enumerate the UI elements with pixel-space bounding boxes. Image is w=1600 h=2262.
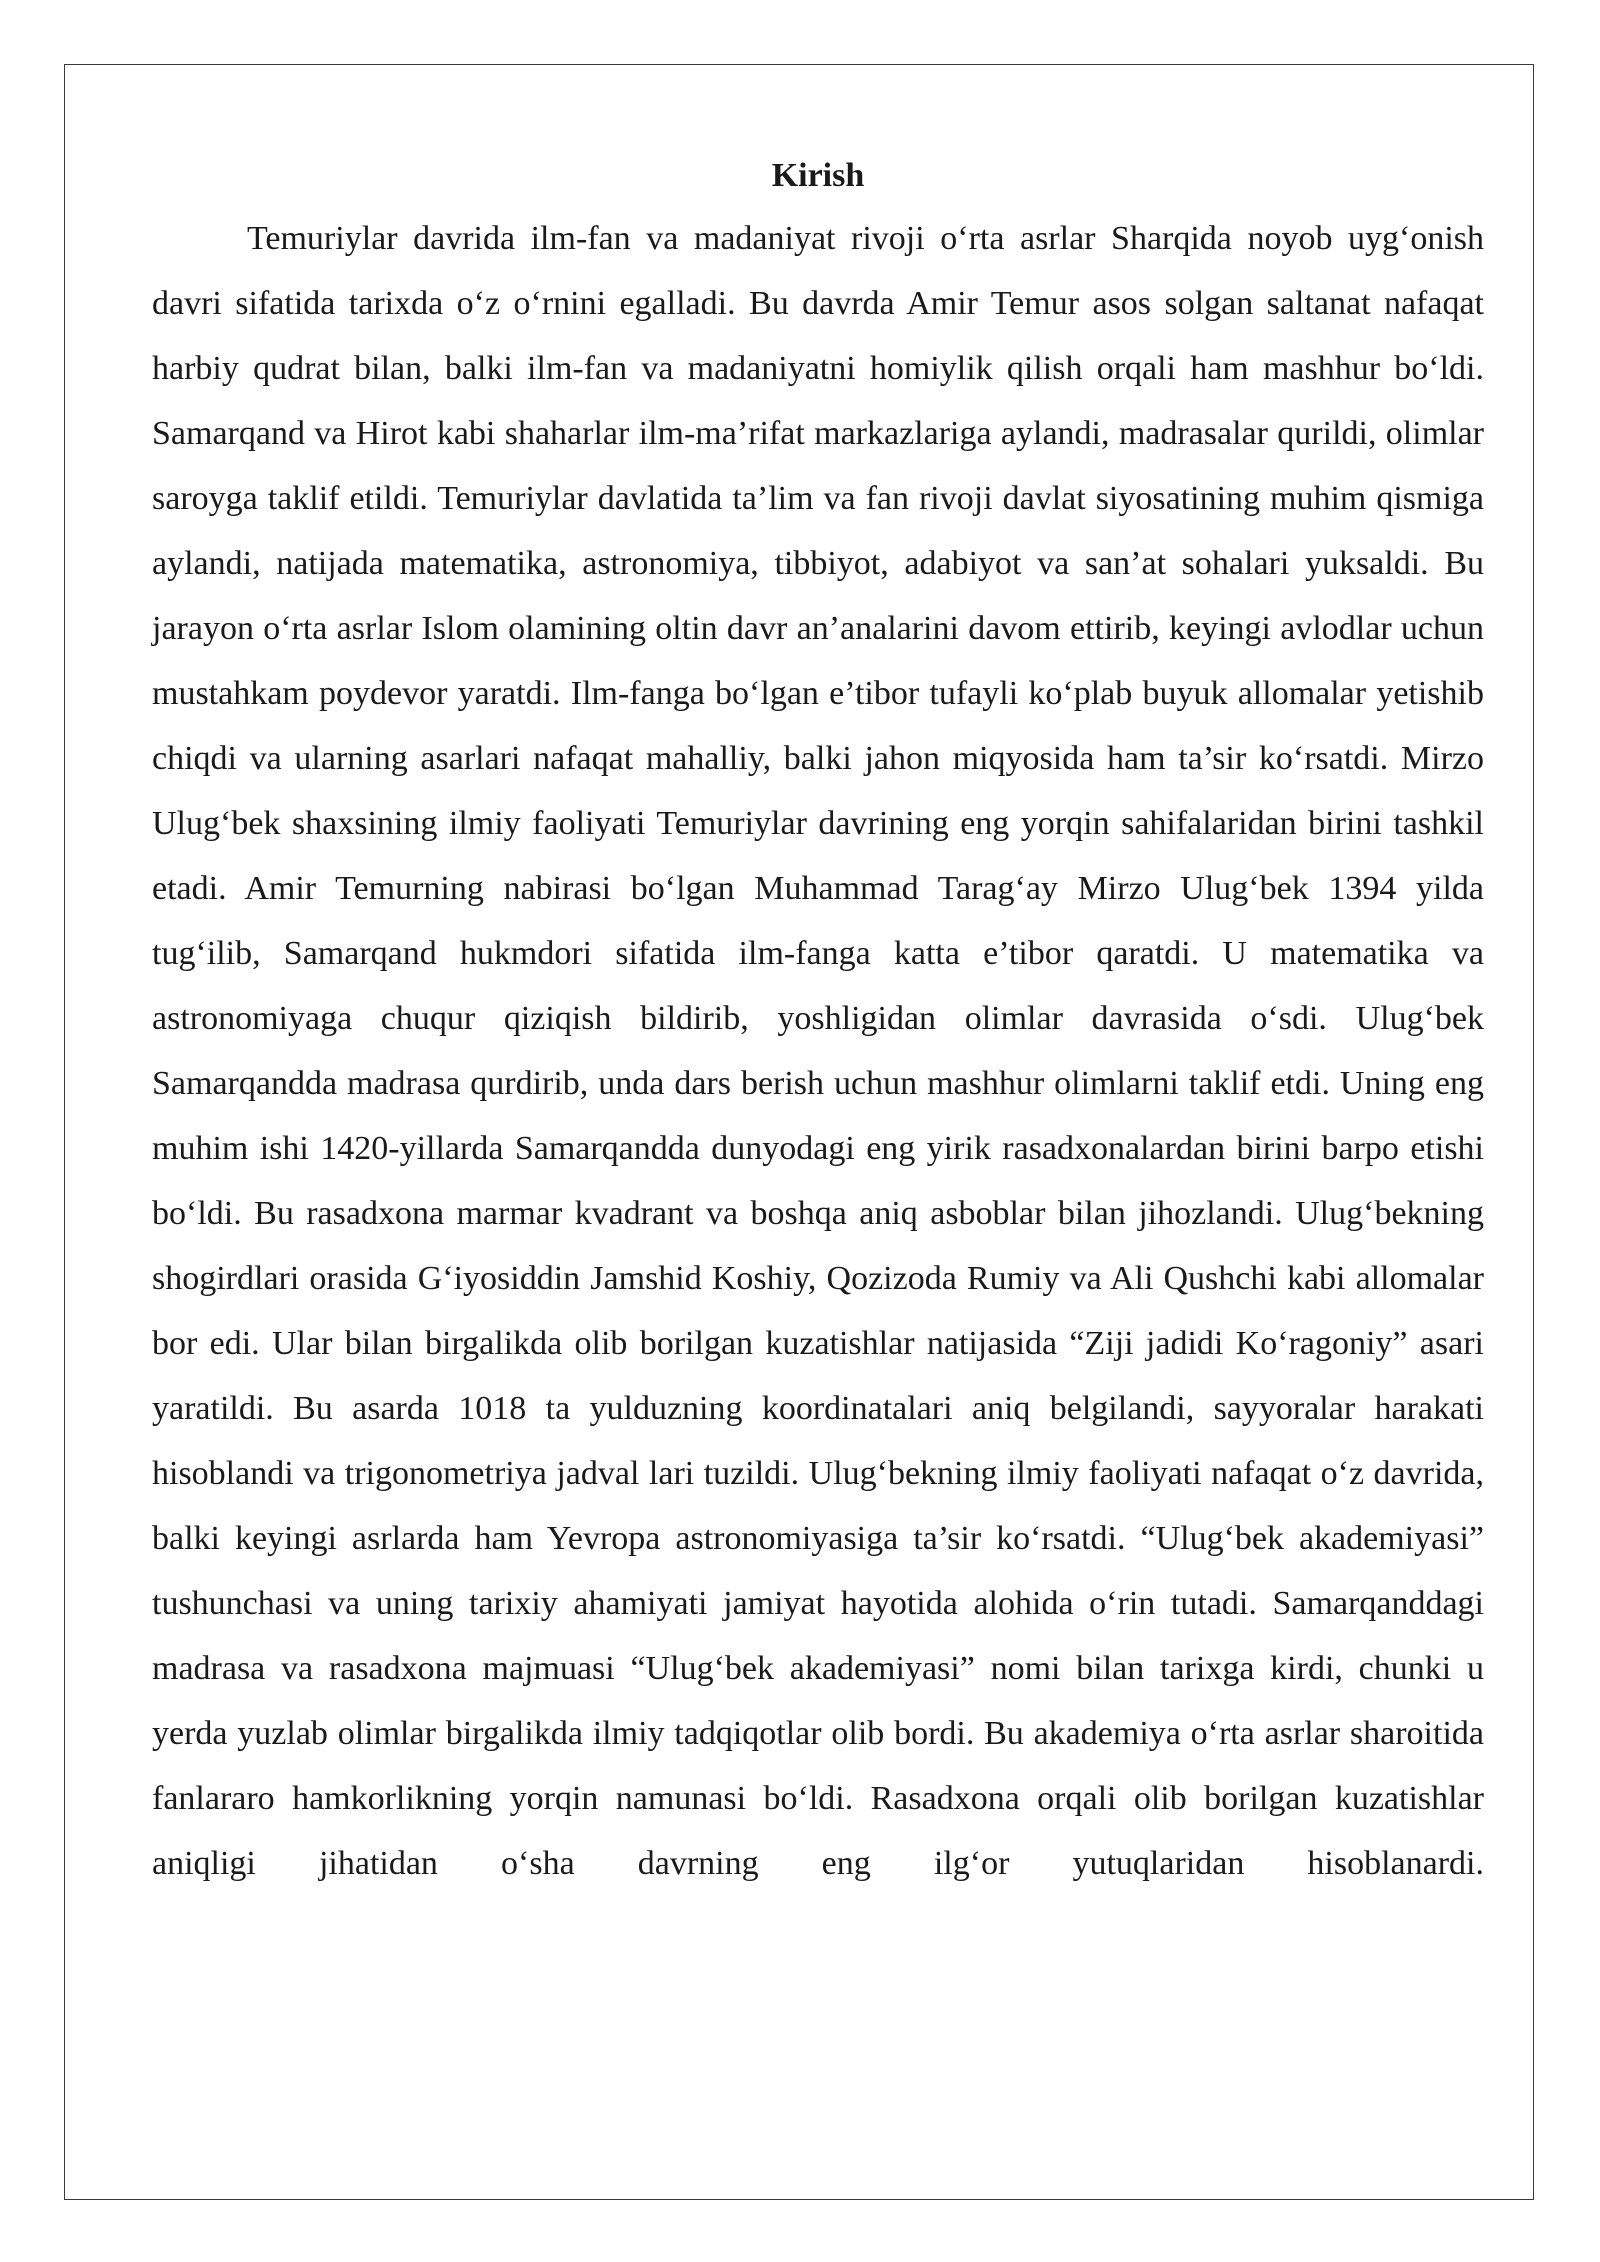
body-paragraph: Temuriylar davrida ilm-fan va madaniyat rivoji o‘rta asrlar Sharqida noyob uyg‘onish davri sifatida tarixda o‘z o‘rnini egalladi. Bu davrda Amir Temur asos solgan saltanat nafaqat harbiy qudrat bilan, balki ilm-fan va madaniyatni homiylik qilish orqali ham mashhur bo‘ldi. Samarqand va Hirot kabi shaharlar ilm-ma’rifat markazlariga aylandi, madrasalar qurildi, olimlar saroyga taklif etildi. Temuriylar davlatida ta’lim va fan rivoji davlat siyosatining muhim qismiga aylandi, natijada matematika, astronomiya, tibbiyot, adabiyot va san’at sohalari yuksaldi. Bu jarayon o‘rta asrlar Islom olamining oltin davr an’analarini davom ettirib, keyingi avlodlar uchun mustahkam poydevor yaratdi. Ilm-fanga bo‘lgan e’tibor tufayli ko‘plab buyuk allomalar yetishib chiqdi va ularning asarlari nafaqat mahalliy, balki jahon miqyosida ham ta’sir ko‘rsatdi. Mirzo Ulug‘bek shaxsining ilmiy faoliyati Temuriylar davrining eng yorqin sahifalaridan birini tashkil etadi. Amir Temurning nabirasi bo‘lgan Muhammad Tarag‘ay Mirzo Ulug‘bek 1394 yilda tug‘ilib, Samarqand hukmdori sifatida ilm-fanga katta e’tibor qaratdi. U matematika va astronomiyaga chuqur qiziqish bildirib, yoshligidan olimlar davrasida o‘sdi. Ulug‘bek Samarqandda madrasa qurdirib, unda dars berish uchun mashhur olimlarni taklif etdi. Uning eng muhim ishi 1420-yillarda Samarqandda dunyodagi eng yirik rasadxonalardan birini barpo etishi bo‘ldi. Bu rasadxona marmar kvadrant va boshqa aniq asboblar bilan jihozlandi. Ulug‘bekning shogirdlari orasida G‘iyosiddin Jamshid Koshiy, Qozizoda Rumiy va Ali Qushchi kabi allomalar bor edi. Ular bilan birgalikda olib borilgan kuzatishlar natijasida “Ziji jadidi Ko‘ragoniy” asari yaratildi. Bu asarda 1018 ta yulduzning koordinatalari aniq belgilandi, sayyoralar harakati hisoblandi va trigonometriya jadval lari tuzildi. Ulug‘bekning ilmiy faoliyati nafaqat o‘z davrida, balki keyingi asrlarda ham Yevropa astronomiyasiga ta’sir ko‘rsatdi. “Ulug‘bek akademiyasi” tushunchasi va uning tarixiy ahamiyati jamiyat hayotida alohida o‘rin tutadi. Samarqanddagi madrasa va rasadxona majmuasi “Ulug‘bek akademiyasi” nomi bilan tarixga kirdi, chunki u yerda yuzlab olimlar birgalikda ilmiy tadqiqotlar olib bordi. Bu akademiya o‘rta asrlar sharoitida fanlararo hamkorlikning yorqin namunasi bo‘ldi. Rasadxona orqali olib borilgan kuzatishlar aniqligi jihatidan o‘sha davrning eng ilg‘or yutuqlaridan hisoblanardi. bbox=[152, 220, 1484, 1882]
document-title: Kirish bbox=[771, 157, 865, 194]
document-content bbox=[152, 146, 1484, 1896]
